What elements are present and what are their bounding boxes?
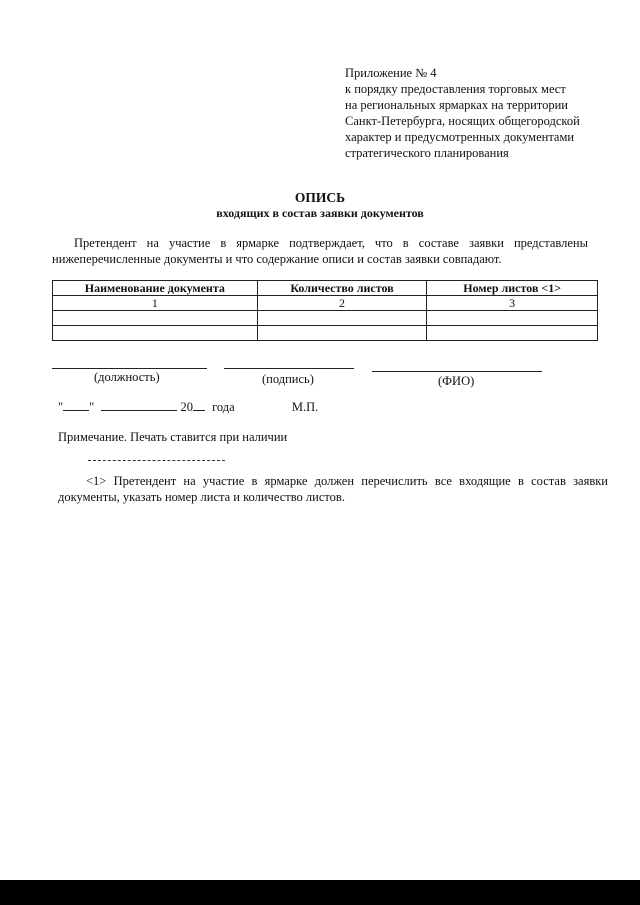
signature-label: (подпись) bbox=[262, 372, 314, 386]
date-line bbox=[58, 400, 318, 415]
document-subtitle: входящих в состав заявки документов bbox=[216, 206, 424, 220]
position-line[interactable] bbox=[52, 368, 207, 369]
footnote: <1> Претендент на участие в ярмарке должен перечислить все входящие в состав заявки документы, указать номер листа и количество листов. bbox=[58, 474, 608, 504]
table-cell: 2 bbox=[257, 296, 427, 311]
close-quote: " bbox=[89, 400, 95, 414]
table-row bbox=[53, 311, 598, 326]
year-prefix: 20 bbox=[180, 400, 193, 414]
appendix-line: Приложение № 4 bbox=[345, 66, 437, 80]
column-header-sheet-count: Количество листов bbox=[257, 281, 427, 296]
month-blank[interactable] bbox=[101, 400, 177, 411]
table-cell[interactable] bbox=[257, 326, 427, 341]
table-cell[interactable] bbox=[53, 311, 258, 326]
appendix-line: к порядку предоставления торговых мест bbox=[345, 82, 566, 96]
open-quote: " bbox=[58, 400, 64, 414]
year-blank[interactable] bbox=[193, 400, 205, 411]
appendix-line: характер и предусмотренных документами bbox=[345, 130, 575, 144]
appendix-line: стратегического планирования bbox=[345, 146, 509, 160]
document-title: ОПИСЬ bbox=[294, 190, 346, 205]
year-suffix: года bbox=[212, 400, 235, 414]
position-label: (должность) bbox=[94, 370, 160, 384]
name-line[interactable] bbox=[372, 371, 542, 372]
table-cell[interactable] bbox=[427, 326, 598, 341]
table-cell[interactable] bbox=[427, 311, 598, 326]
column-header-sheet-numbers: Номер листов <1> bbox=[427, 281, 598, 296]
table-cell: 3 bbox=[427, 296, 598, 311]
table-numbering-row bbox=[53, 296, 598, 311]
appendix-header bbox=[345, 65, 615, 161]
table-cell[interactable] bbox=[257, 311, 427, 326]
footnote-separator bbox=[88, 460, 225, 461]
intro-paragraph: Претендент на участие в ярмарке подтверждает, что в составе заявки представлены нижеперечисленные документы и что содержание описи и состав заявки совпадают. bbox=[52, 236, 588, 266]
table-row bbox=[53, 326, 598, 341]
table-header-row bbox=[53, 281, 598, 296]
inventory-table bbox=[52, 280, 598, 341]
appendix-line: Санкт-Петербурга, носящих общегородской bbox=[345, 114, 580, 128]
stamp-label: М.П. bbox=[291, 400, 319, 414]
signature-line[interactable] bbox=[224, 368, 354, 369]
column-header-document-name: Наименование документа bbox=[53, 281, 258, 296]
day-blank[interactable] bbox=[63, 400, 89, 411]
scan-border bbox=[0, 880, 640, 905]
appendix-line: на региональных ярмарках на территории bbox=[345, 98, 568, 112]
table-cell[interactable] bbox=[53, 326, 258, 341]
note: Примечание. Печать ставится при наличии bbox=[58, 430, 288, 444]
table-cell: 1 bbox=[53, 296, 258, 311]
name-label: (ФИО) bbox=[438, 374, 475, 388]
